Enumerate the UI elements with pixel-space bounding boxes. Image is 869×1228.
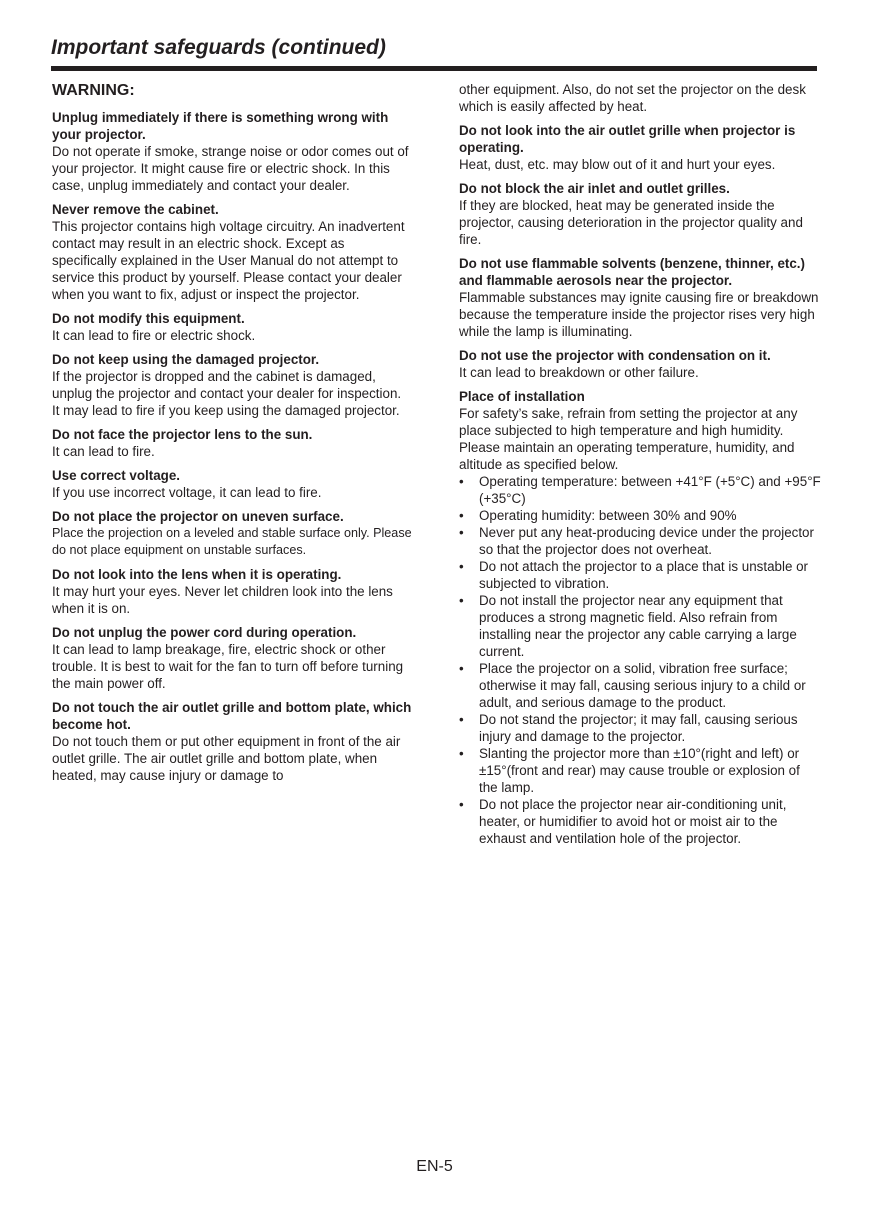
page-title: Important safeguards (continued) xyxy=(51,36,386,59)
list-item xyxy=(459,745,821,796)
safeguard-section xyxy=(459,122,821,173)
bullet-icon: • xyxy=(459,559,464,574)
section-body: If they are blocked, heat may be generated inside the projector, causing deterioration in the projector quality and fire. xyxy=(459,198,803,247)
section-body: Do not operate if smoke, strange noise or odor comes out of your projector. It might cause fire or electric shock. In this case, unplug immediately and contact your dealer. xyxy=(52,144,409,193)
installation-heading: Place of installation xyxy=(459,389,585,404)
list-item xyxy=(459,711,821,745)
section-body: It may hurt your eyes. Never let children look into the lens when it is on. xyxy=(52,584,393,616)
bullet-text: Never put any heat-producing device under the projector so that the projector does not overheat. xyxy=(479,525,814,557)
bullet-icon: • xyxy=(459,712,464,727)
safeguard-section xyxy=(52,201,412,303)
section-body: Heat, dust, etc. may blow out of it and hurt your eyes. xyxy=(459,157,776,172)
bullet-icon: • xyxy=(459,508,464,523)
safeguard-section xyxy=(52,508,412,559)
bullet-icon: • xyxy=(459,746,464,761)
safeguard-section xyxy=(459,347,821,381)
continued-text: other equipment. Also, do not set the projector on the desk which is easily affected by heat. xyxy=(459,82,806,114)
bullet-text: Do not attach the projector to a place that is unstable or subjected to vibration. xyxy=(479,559,809,591)
section-heading: Use correct voltage. xyxy=(52,468,181,483)
list-item xyxy=(459,473,821,507)
section-heading: Do not face the projector lens to the sun. xyxy=(52,427,313,442)
left-column xyxy=(52,81,412,791)
bullet-text: Do not stand the projector; it may fall, causing serious injury and damage to the projector. xyxy=(479,712,798,744)
safeguard-section xyxy=(459,180,821,248)
section-body: It can lead to fire or electric shock. xyxy=(52,328,256,343)
list-item xyxy=(459,507,821,524)
safeguard-section xyxy=(52,566,412,617)
bullet-icon: • xyxy=(459,474,464,489)
installation-bullet-list xyxy=(459,473,821,847)
section-body: If you use incorrect voltage, it can lead to fire. xyxy=(52,485,322,500)
bullet-icon: • xyxy=(459,593,464,608)
section-heading: Do not use the projector with condensation on it. xyxy=(459,348,771,363)
bullet-text: Operating humidity: between 30% and 90% xyxy=(479,508,737,523)
section-heading: Do not modify this equipment. xyxy=(52,311,245,326)
installation-intro: For safety’s sake, refrain from setting the projector at any place subjected to high temperature and high humidity. Please maintain an operating temperature, humidity, and altitude as specified below. xyxy=(459,406,798,472)
safeguard-section xyxy=(52,699,412,784)
bullet-icon: • xyxy=(459,797,464,812)
section-heading: Do not block the air inlet and outlet grilles. xyxy=(459,181,730,196)
safeguard-section xyxy=(459,255,821,340)
list-item xyxy=(459,524,821,558)
bullet-icon: • xyxy=(459,661,464,676)
title-rule xyxy=(51,66,817,71)
warning-label: WARNING: xyxy=(52,82,135,99)
list-item xyxy=(459,660,821,711)
section-body: If the projector is dropped and the cabinet is damaged, unplug the projector and contact your dealer for inspection. It may lead to fire if you keep using the damaged projector. xyxy=(52,369,402,418)
safeguard-section xyxy=(52,109,412,194)
section-body: Do not touch them or put other equipment in front of the air outlet grille. The air outlet grille and bottom plate, when heated, may cause injury or damage to xyxy=(52,734,401,783)
right-column xyxy=(459,81,821,854)
section-body: Place the projection on a leveled and stable surface only. Please do not place equipment on unstable surfaces. xyxy=(52,526,412,557)
bullet-text: Place the projector on a solid, vibration free surface; otherwise it may fall, causing serious injury to a child or adult, and serious damage to the product. xyxy=(479,661,806,710)
section-heading: Do not touch the air outlet grille and bottom plate, which become hot. xyxy=(52,700,412,732)
section-heading: Do not look into the air outlet grille when projector is operating. xyxy=(459,123,796,155)
section-heading: Never remove the cabinet. xyxy=(52,202,219,217)
section-heading: Do not unplug the power cord during operation. xyxy=(52,625,357,640)
section-heading: Do not look into the lens when it is operating. xyxy=(52,567,342,582)
section-body: It can lead to lamp breakage, fire, electric shock or other trouble. It is best to wait for the fan to turn off before turning the main power off. xyxy=(52,642,404,691)
bullet-text: Do not install the projector near any equipment that produces a strong magnetic field. Also refrain from installing near the projector any cable carrying a large current. xyxy=(479,593,797,659)
bullet-text: Slanting the projector more than ±10°(right and left) or ±15°(front and rear) may cause trouble or explosion of the lamp. xyxy=(479,746,800,795)
section-heading: Do not use flammable solvents (benzene, thinner, etc.) and flammable aerosols near the projector. xyxy=(459,256,805,288)
safeguard-section xyxy=(52,351,412,419)
section-body: Flammable substances may ignite causing fire or breakdown because the temperature inside the projector rises very high while the lamp is illuminating. xyxy=(459,290,819,339)
section-heading: Do not place the projector on uneven surface. xyxy=(52,509,344,524)
bullet-text: Operating temperature: between +41°F (+5°C) and +95°F (+35°C) xyxy=(479,474,821,506)
safeguard-section xyxy=(52,426,412,460)
section-body: It can lead to breakdown or other failure. xyxy=(459,365,699,380)
list-item xyxy=(459,558,821,592)
safeguard-section xyxy=(52,624,412,692)
bullet-icon: • xyxy=(459,525,464,540)
installation-section xyxy=(459,388,821,847)
bullet-text: Do not place the projector near air-conditioning unit, heater, or humidifier to avoid hot or moist air to the exhaust and ventilation hole of the projector. xyxy=(479,797,787,846)
section-heading: Unplug immediately if there is something wrong with your projector. xyxy=(52,110,389,142)
section-body: It can lead to fire. xyxy=(52,444,155,459)
page-number: EN-5 xyxy=(416,1158,453,1175)
safeguard-section xyxy=(52,467,412,501)
list-item xyxy=(459,592,821,660)
section-heading: Do not keep using the damaged projector. xyxy=(52,352,320,367)
safeguard-section xyxy=(52,310,412,344)
section-body: This projector contains high voltage circuitry. An inadvertent contact may result in an electric shock. Except as specifically explained in the User Manual do not attempt to service this product by yourself. Please contact your dealer when you want to fix, adjust or inspect the projector. xyxy=(52,219,405,302)
list-item xyxy=(459,796,821,847)
